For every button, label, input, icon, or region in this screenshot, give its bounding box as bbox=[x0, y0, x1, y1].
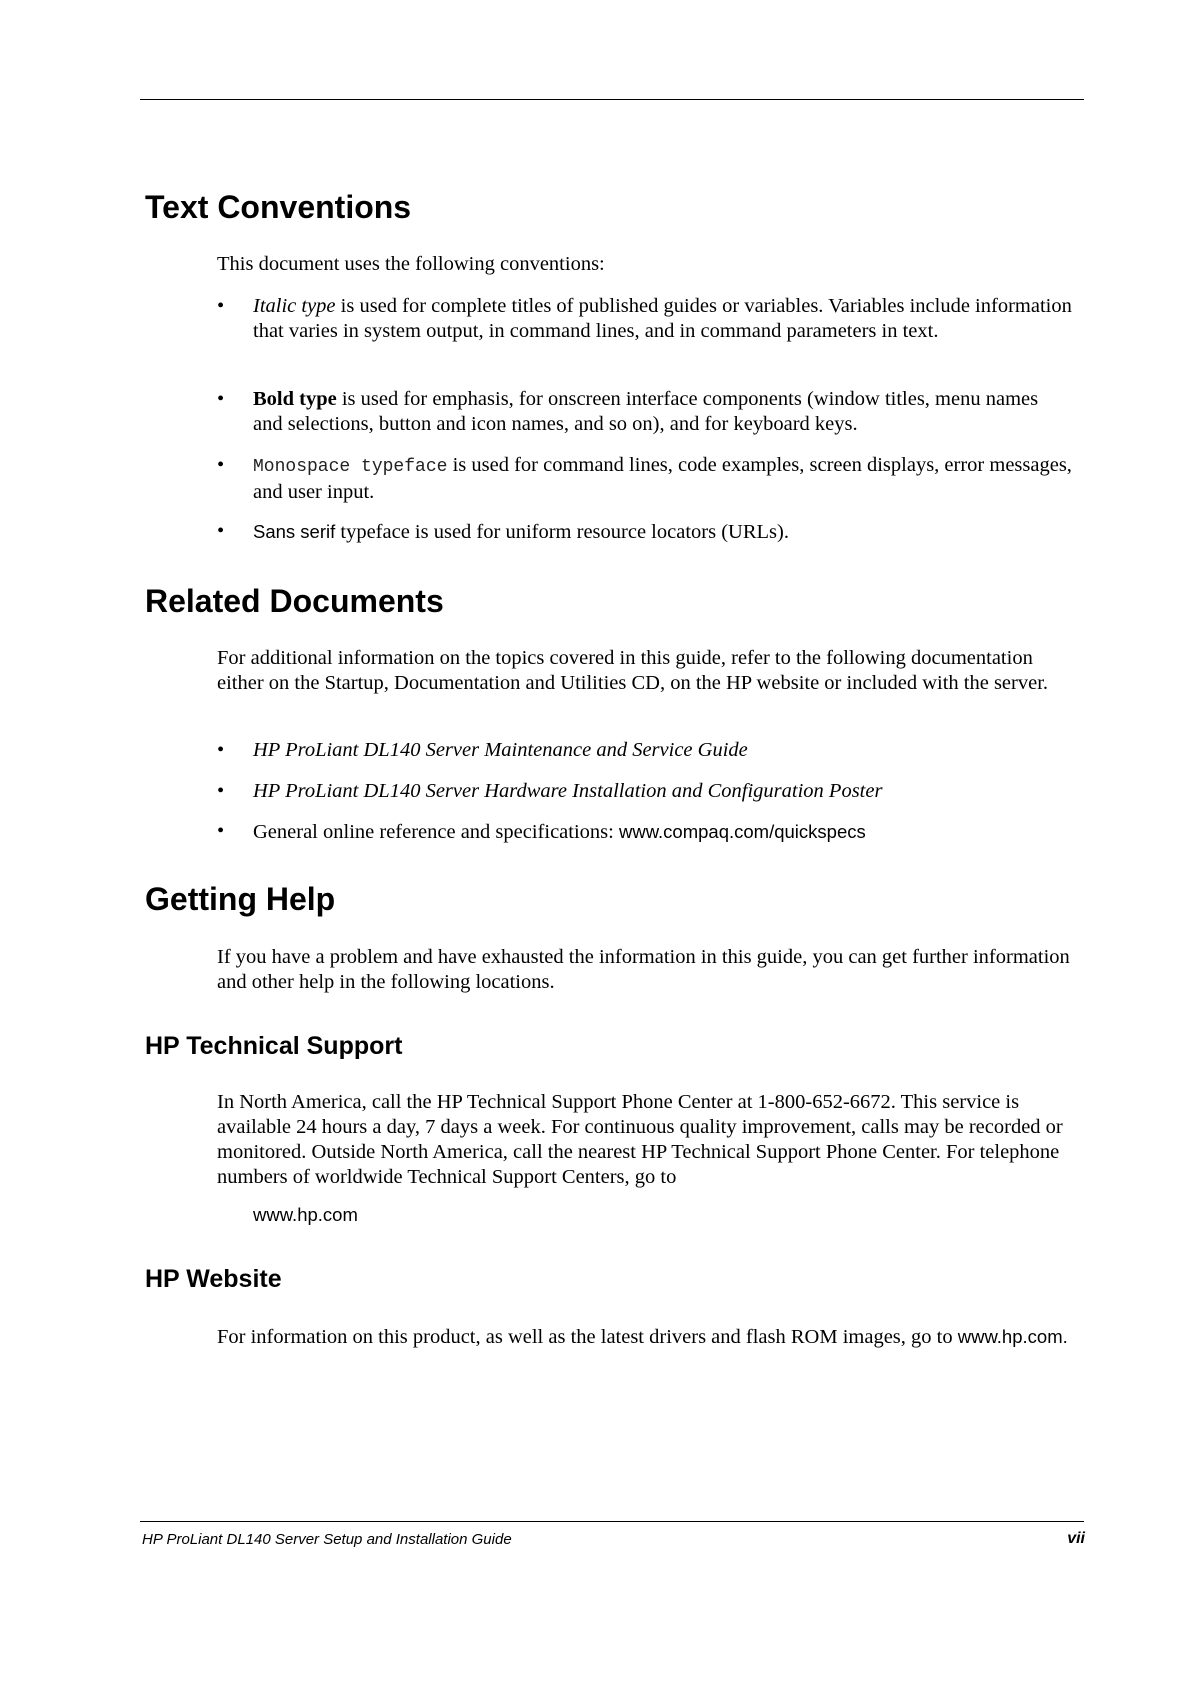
heading-text-conventions: Text Conventions bbox=[145, 189, 412, 225]
bold-type-sample: Bold type bbox=[253, 388, 337, 410]
getting-help-intro: If you have a problem and have exhausted the information in this guide, you can get further information and other help in the following locations. bbox=[217, 946, 1070, 993]
technical-support-body: In North America, call the HP Technical Support Phone Center at 1-800-652-6672. This service is available 24 hours a day, 7 days a week. For continuous quality improvement, calls may be recorded or monitored. Outside North America, call the nearest HP Technical Support Phone Center. For telephone numbers of worldwide Technical Support Centers, go to bbox=[217, 1091, 1063, 1188]
related-documents-intro: For additional information on the topics covered in this guide, refer to the following documentation either on the Startup, Documentation and Utilities CD, on the HP website or included with the server. bbox=[217, 647, 1049, 694]
heading-getting-help: Getting Help bbox=[145, 881, 336, 917]
header-rule bbox=[140, 99, 1084, 100]
list-item bbox=[217, 819, 1072, 845]
related-doc-title: HP ProLiant DL140 Server Hardware Installation and Configuration Poster bbox=[253, 780, 883, 802]
italic-type-sample: Italic type bbox=[253, 295, 336, 317]
list-item bbox=[217, 387, 1072, 437]
bullet-marker: • bbox=[217, 388, 225, 410]
list-item bbox=[217, 453, 1072, 505]
list-item bbox=[217, 519, 1072, 545]
list-item-text: is used for complete titles of published guides or variables. Variables include information that varies in system output, in command lines, and in command parameters in text. bbox=[253, 295, 1072, 342]
website-body bbox=[217, 1324, 1072, 1350]
bullet-marker: • bbox=[217, 820, 225, 842]
heading-hp-website: HP Website bbox=[145, 1265, 282, 1293]
footer-page-number: vii bbox=[1067, 1530, 1085, 1547]
hp-website-link[interactable]: www.hp.com. bbox=[957, 1326, 1068, 1347]
list-item bbox=[217, 738, 1072, 763]
text-conventions-intro: This document uses the following conventions: bbox=[217, 253, 605, 275]
list-item-text: is used for emphasis, for onscreen interface components (window titles, menu names and selections, button and icon names, and so on), and for keyboard keys. bbox=[253, 388, 1039, 435]
sans-serif-sample: Sans serif bbox=[253, 521, 336, 542]
hp-support-link[interactable]: www.hp.com bbox=[253, 1204, 358, 1225]
list-item bbox=[217, 779, 1072, 804]
bullet-marker: • bbox=[217, 520, 225, 542]
heading-hp-technical-support: HP Technical Support bbox=[145, 1032, 403, 1060]
bullet-marker: • bbox=[217, 739, 225, 761]
monospace-sample: Monospace typeface bbox=[253, 457, 448, 477]
bullet-marker: • bbox=[217, 780, 225, 802]
list-item-text: typeface is used for uniform resource locators (URLs). bbox=[335, 521, 789, 543]
quickspecs-link[interactable]: www.compaq.com/quickspecs bbox=[618, 821, 866, 842]
list-item-text: is used for command lines, code examples, screen displays, error messages, and user input. bbox=[253, 454, 1072, 503]
website-body-text: For information on this product, as well as the latest drivers and flash ROM images, go to bbox=[217, 1326, 958, 1348]
bullet-marker: • bbox=[217, 295, 225, 317]
bullet-marker: • bbox=[217, 454, 225, 476]
list-item bbox=[217, 294, 1072, 344]
heading-related-documents: Related Documents bbox=[145, 583, 444, 619]
footer-rule bbox=[140, 1521, 1084, 1522]
reference-text: General online reference and specifications: bbox=[253, 821, 619, 843]
footer-document-title: HP ProLiant DL140 Server Setup and Installation Guide bbox=[142, 1531, 512, 1548]
related-doc-title: HP ProLiant DL140 Server Maintenance and Service Guide bbox=[253, 739, 748, 761]
